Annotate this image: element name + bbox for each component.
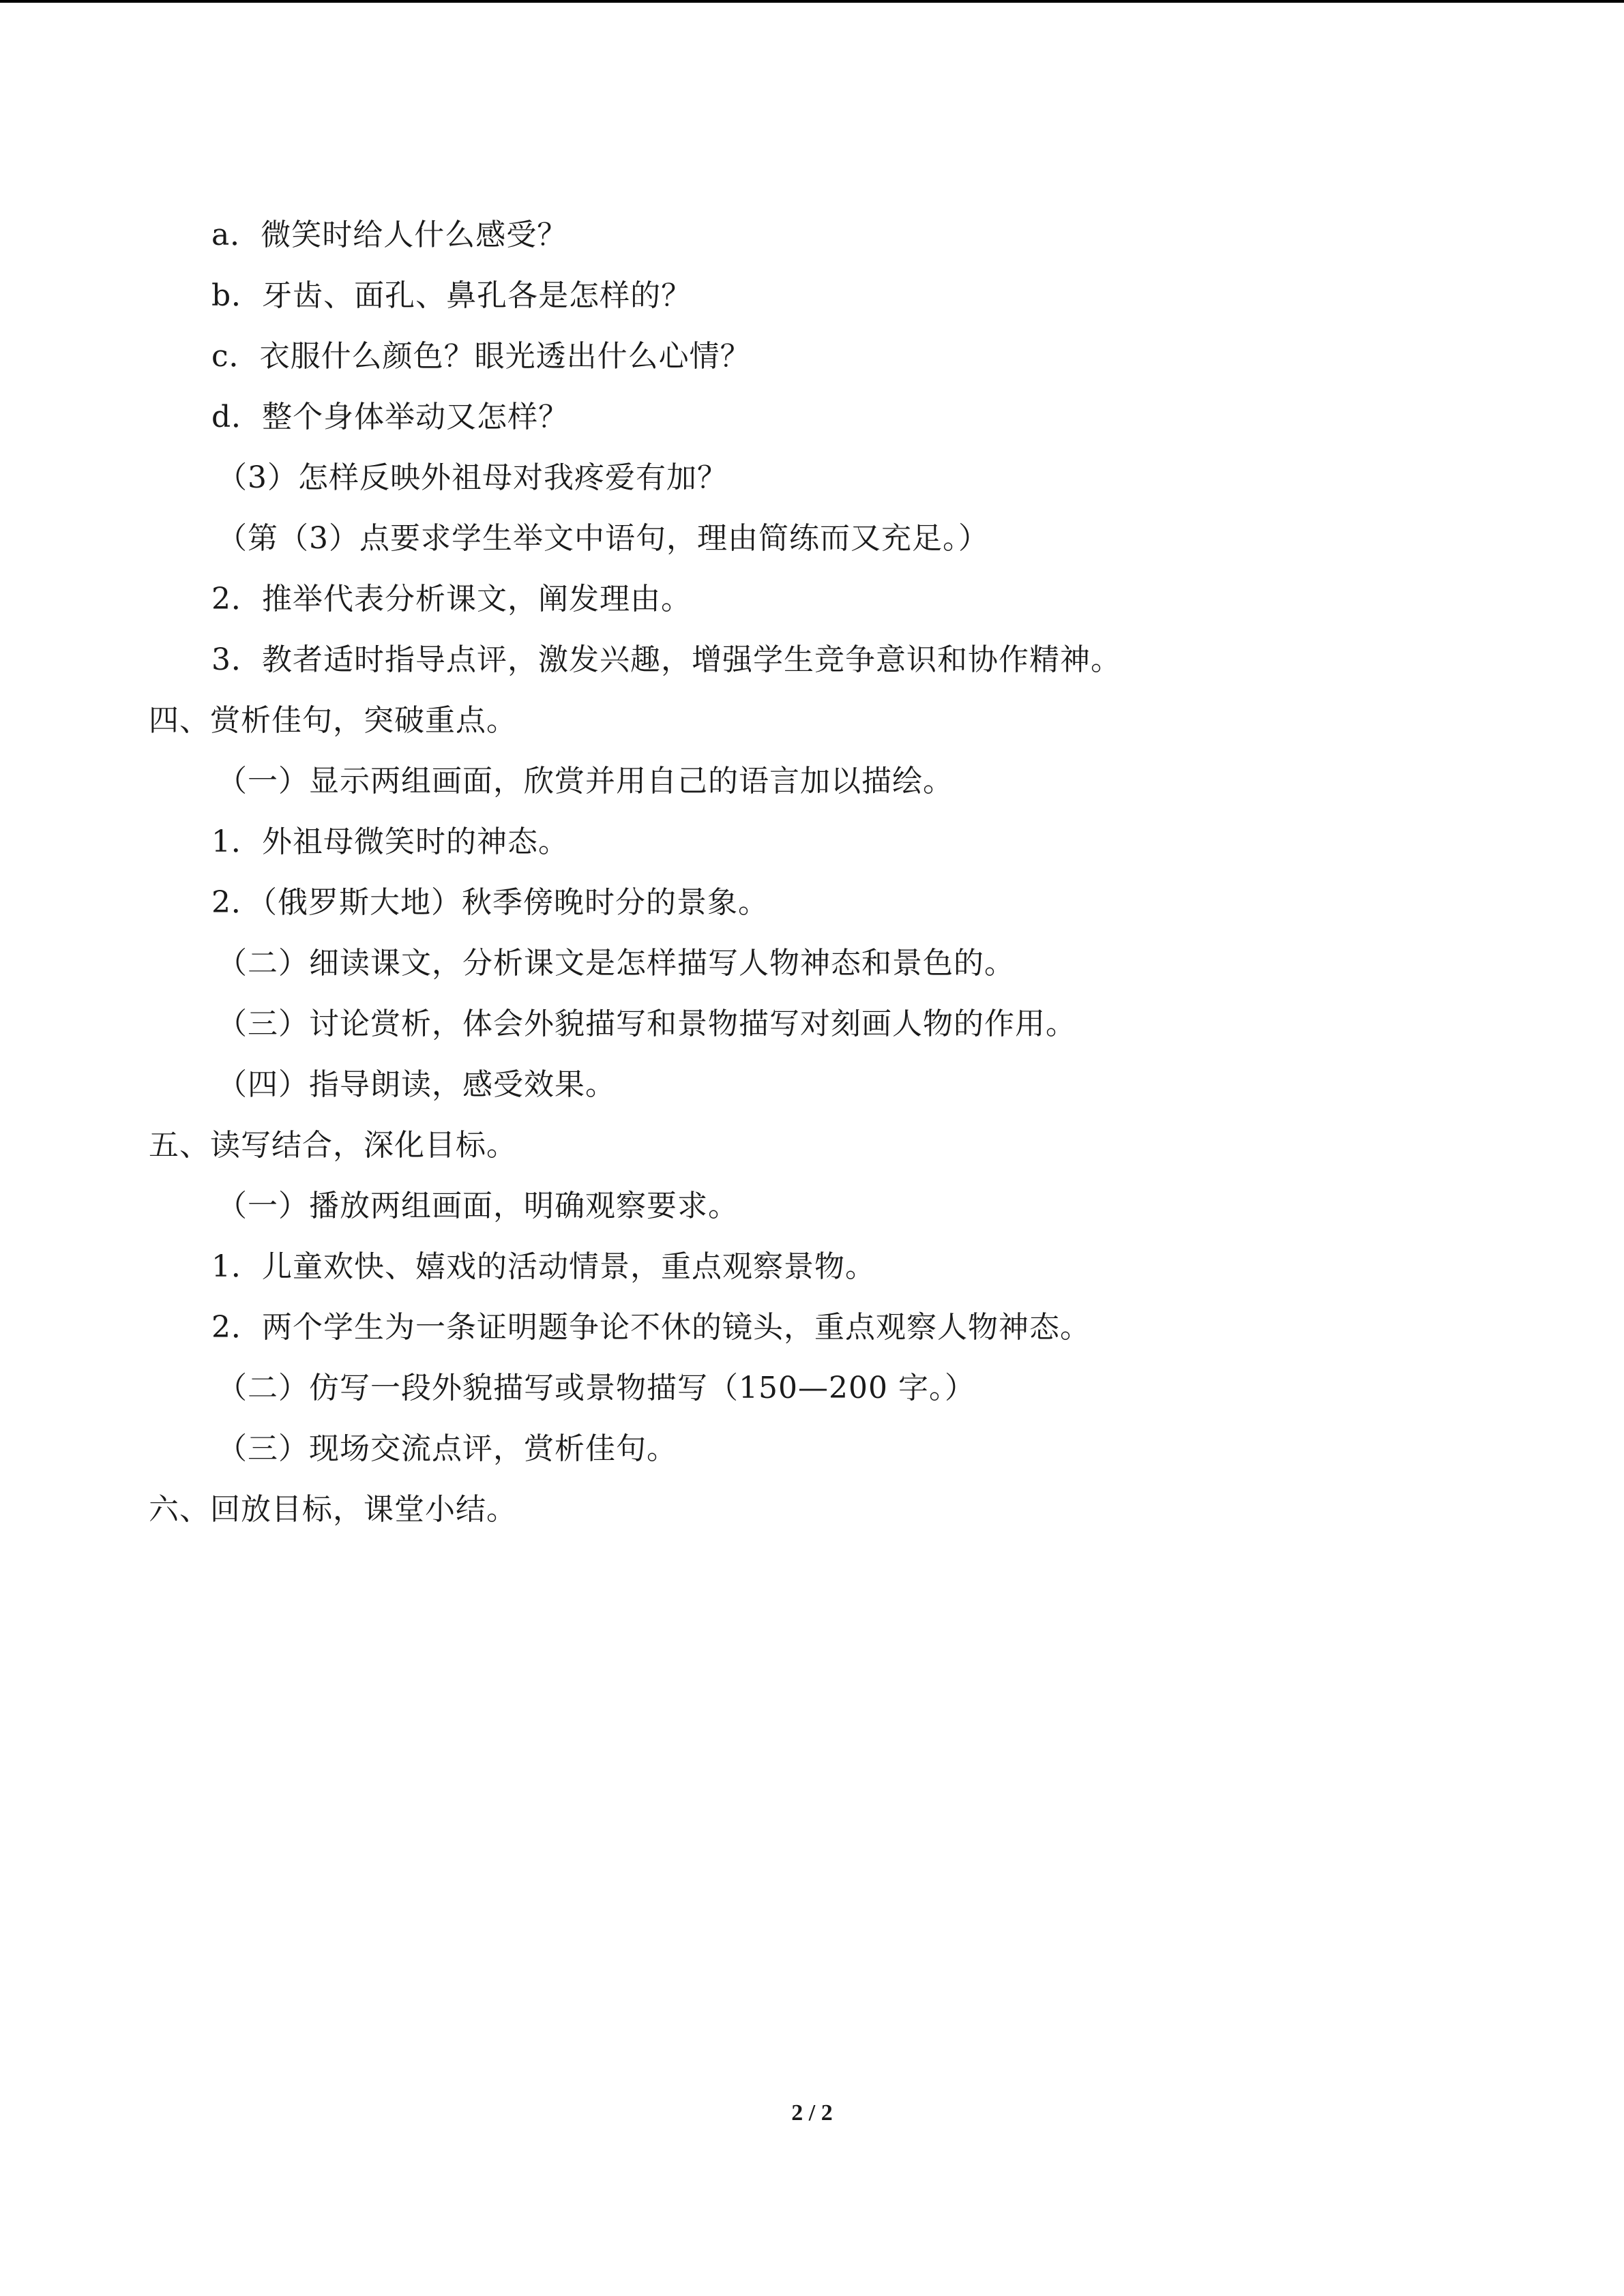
text-line: （第（3）点要求学生举文中语句，理由简练而又充足。） bbox=[217, 521, 989, 556]
text-line: 1．儿童欢快、嬉戏的活动情景，重点观察景物。 bbox=[211, 1249, 876, 1284]
text-line: （二）细读课文，分析课文是怎样描写人物神态和景色的。 bbox=[217, 946, 1015, 981]
text-line: （三）现场交流点评，赏析佳句。 bbox=[217, 1431, 677, 1466]
section-heading: 五、读写结合，深化目标。 bbox=[149, 1128, 517, 1163]
text-line: （一）显示两组画面，欣赏并用自己的语言加以描绘。 bbox=[217, 764, 954, 799]
text-line: 1．外祖母微笑时的神态。 bbox=[211, 824, 569, 859]
text-line: 2．两个学生为一条证明题争论不休的镜头，重点观察人物神态。 bbox=[211, 1310, 1091, 1345]
text-line: （三）讨论赏析，体会外貌描写和景物描写对刻画人物的作用。 bbox=[217, 1007, 1076, 1041]
text-line: b．牙齿、面孔、鼻孔各是怎样的？ bbox=[211, 278, 692, 313]
text-line: （二）仿写一段外貌描写或景物描写（150—200 字。） bbox=[217, 1371, 975, 1405]
section-heading: 四、赏析佳句，突破重点。 bbox=[149, 703, 517, 738]
text-line: （一）播放两组画面，明确观察要求。 bbox=[217, 1189, 739, 1223]
section-heading: 六、回放目标，课堂小结。 bbox=[149, 1492, 517, 1527]
text-line: （四）指导朗读，感受效果。 bbox=[217, 1067, 616, 1102]
text-line: 2．推举代表分析课文，阐发理由。 bbox=[211, 582, 692, 616]
text-line: d．整个身体举动又怎样？ bbox=[211, 400, 570, 434]
text-line: （3）怎样反映外祖母对我疼爱有加？ bbox=[217, 460, 728, 495]
page-number: 2 / 2 bbox=[791, 2100, 833, 2126]
text-line: a．微笑时给人什么感受？ bbox=[211, 218, 568, 252]
text-line: 2．（俄罗斯大地）秋季傍晚时分的景象。 bbox=[211, 885, 769, 920]
text-line: 3．教者适时指导点评，激发兴趣，增强学生竞争意识和协作精神。 bbox=[211, 642, 1121, 677]
text-line: c．衣服什么颜色？眼光透出什么心情？ bbox=[211, 339, 751, 374]
